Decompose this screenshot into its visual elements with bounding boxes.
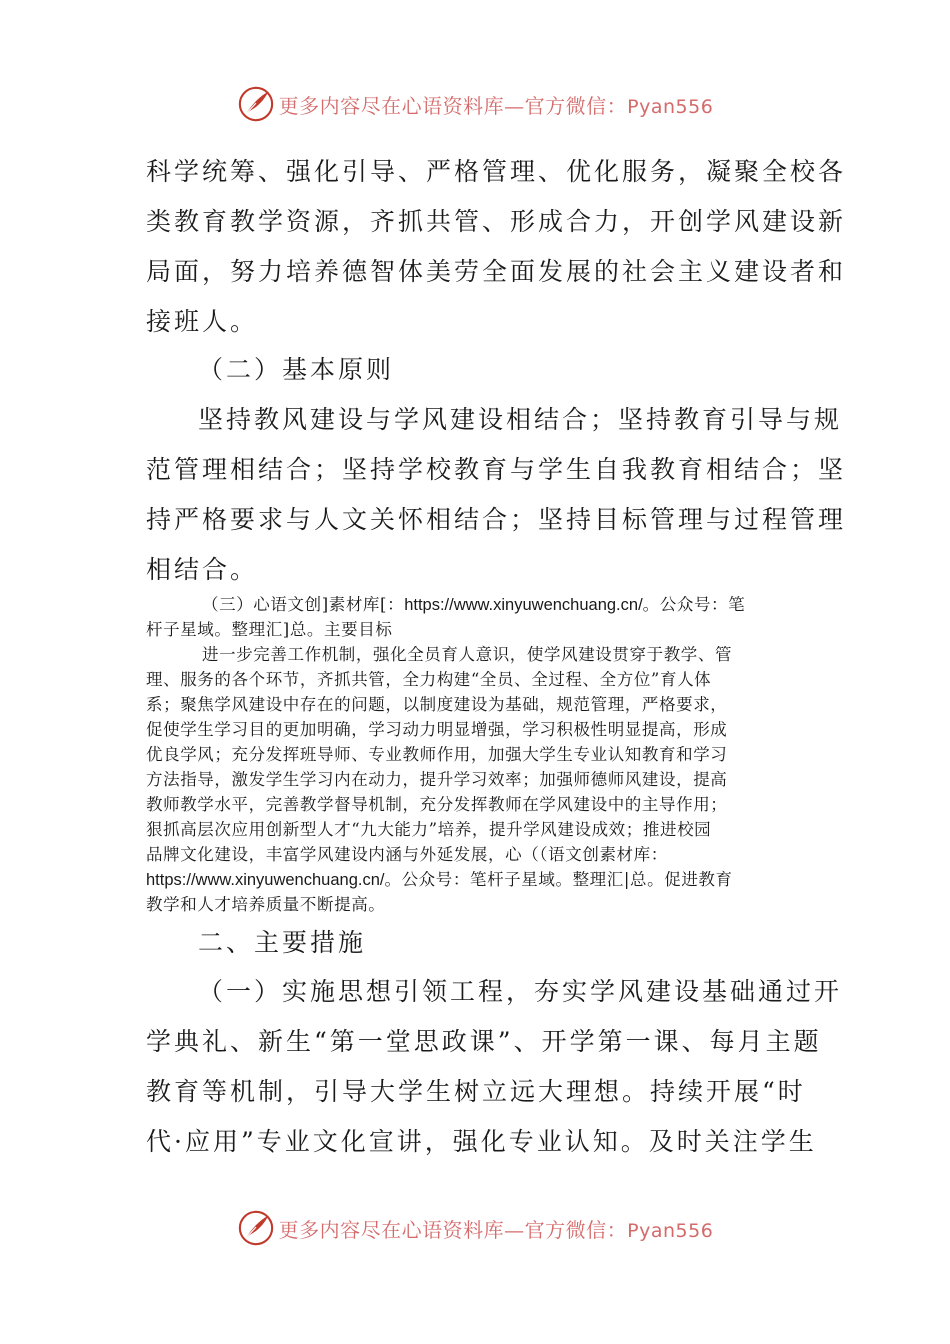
text-line: 品牌文化建设，丰富学风建设内涵与外延发展，心（（语文创素材库：: [146, 845, 668, 864]
text-line: 杆子星域。整理汇]总。主要目标: [146, 620, 393, 639]
text-line: 学典礼、新生“第一堂思政课”、开学第一课、每月主题: [146, 1027, 822, 1056]
watermark-text: 更多内容尽在心语资料库—官方微信：Pyan556: [278, 93, 714, 118]
paragraph-goals: [146, 592, 806, 917]
text-line: 理、服务的各个环节，齐抓共管，全力构建“全员、全过程、全方位”育人体: [146, 670, 712, 689]
text-line: 范管理相结合；坚持学校教育与学生自我教育相结合；坚: [146, 455, 847, 484]
footer-watermark: [0, 1208, 950, 1248]
wechat-id: Pyan556: [627, 1219, 714, 1242]
text-line: 优良学风；充分发挥班导师、专业教师作用，加强大学生专业认知教育和学习: [146, 745, 728, 764]
heading-text: （二）基本原则: [198, 355, 395, 384]
text-line: 教育等机制，引导大学生树立远大理想。持续开展“时: [146, 1077, 806, 1106]
text-line: 促使学生学习目的更加明确，学习动力明显增强，学习积极性明显提高，形成: [146, 720, 728, 739]
text-line: 方法指导，激发学生学习内在动力，提升学习效率；加强师德师风建设，提高: [146, 770, 728, 789]
text-line: 教师教学水平，完善教学督导机制，充分发挥教师在学风建设中的主导作用；: [146, 795, 728, 814]
header-watermark: [0, 84, 950, 124]
section-heading-principles: [146, 345, 806, 395]
text-line: 教学和人才培养质量不断提高。: [146, 895, 386, 914]
text-line: （三）心语文创]素材库[：https://www.xinyuwenchuang.cn/。公众号：笔: [202, 595, 746, 614]
text-line: 相结合。: [146, 555, 259, 584]
paragraph-measures: [146, 967, 843, 1167]
watermark-text: 更多内容尽在心语资料库—官方微信：Pyan556: [278, 1217, 714, 1242]
wechat-id: Pyan556: [627, 95, 714, 118]
text-line: https://www.xinyuwenchuang.cn/。公众号：笔杆子星域。整理汇|总。促进教育: [146, 870, 733, 889]
text-line: 持严格要求与人文关怀相结合；坚持目标管理与过程管理: [146, 505, 847, 534]
text-line: 坚持教风建设与学风建设相结合；坚持教育引导与规: [198, 405, 843, 434]
text-line: 局面，努力培养德智体美劳全面发展的社会主义建设者和: [146, 257, 847, 286]
paragraph-intro: [146, 147, 847, 347]
source-url: https://www.xinyuwenchuang.cn/: [404, 596, 643, 614]
text-line: 类教育教学资源，齐抓共管、形成合力，开创学风建设新: [146, 207, 847, 236]
text-line: 科学统筹、强化引导、严格管理、优化服务，凝聚全校各: [146, 157, 847, 186]
text-line: 狠抓高层次应用创新型人才“九大能力”培养，提升学风建设成效；推进校园: [146, 820, 712, 839]
text-line: 进一步完善工作机制，强化全员育人意识，使学风建设贯穿于教学、管: [202, 645, 733, 664]
text-line: （一）实施思想引领工程，夯实学风建设基础通过开: [198, 977, 843, 1006]
section-heading-measures: [146, 918, 806, 968]
paragraph-principles: [146, 395, 847, 595]
text-line: 代·应用”专业文化宣讲，强化专业认知。及时关注学生: [146, 1127, 817, 1156]
source-url: https://www.xinyuwenchuang.cn/: [146, 871, 385, 889]
text-line: 接班人。: [146, 307, 259, 336]
quill-logo-icon: [237, 85, 275, 123]
heading-text: 二、主要措施: [198, 928, 367, 957]
text-line: 系；聚焦学风建设中存在的问题，以制度建设为基础，规范管理，严格要求，: [146, 695, 728, 714]
quill-logo-icon: [237, 1209, 275, 1247]
